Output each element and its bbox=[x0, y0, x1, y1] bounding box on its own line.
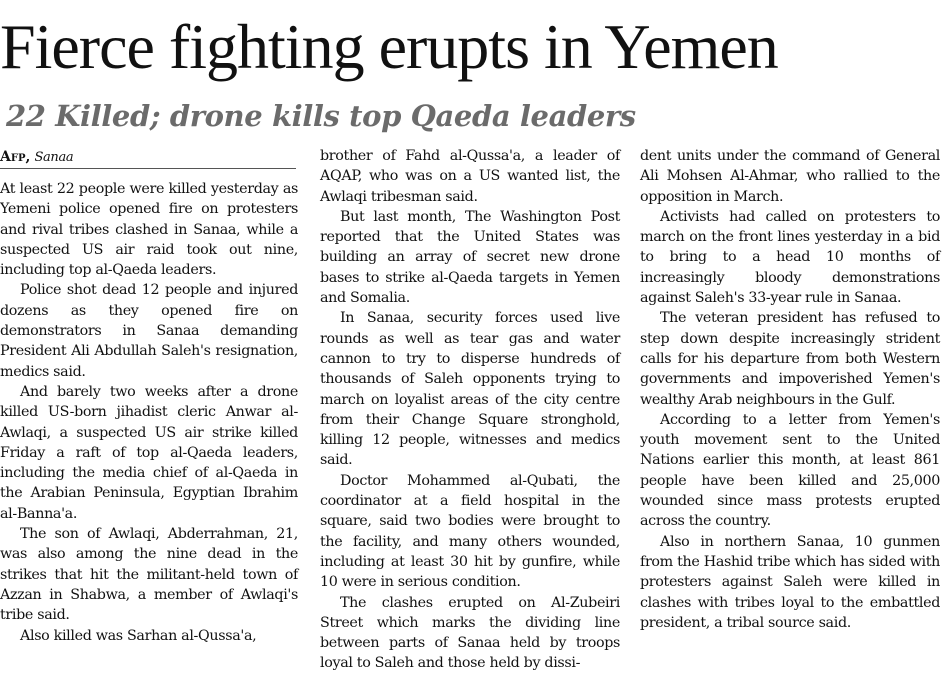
paragraph: dent units under the command of General Ali Mohsen Al-Ahmar, who rallied to the opposition in March. bbox=[640, 148, 940, 205]
byline-place: Sanaa bbox=[34, 150, 74, 165]
paragraph: Police shot dead 12 people and injured dozens as they opened fire on demonstrators in Sanaa demanding President Ali Abdullah Saleh's resignation, medics said. bbox=[0, 282, 298, 380]
article-column-1 bbox=[0, 146, 298, 654]
paragraph: The clashes erupted on Al-Zubeiri Street which marks the dividing line between parts of Sanaa held by troops loyal to Saleh and those held by dissi- bbox=[320, 594, 620, 672]
headline: Fierce fighting erupts in Yemen bbox=[0, 11, 778, 82]
paragraph: At least 22 people were killed yesterday as Yemeni police opened fire on protesters and rival tribes clashed in Sanaa, while a suspected US air raid took out nine, including top al-Qaeda leaders. bbox=[0, 181, 298, 279]
subheadline: 22 Killed; drone kills top Qaeda leaders bbox=[6, 99, 636, 133]
article-column-2 bbox=[320, 146, 620, 672]
paragraph: But last month, The Washington Post reported that the United States was building an array of secret new drone bases to strike al-Qaeda targets in Yemen and Somalia. bbox=[320, 208, 620, 307]
paragraph: Doctor Mohammed al-Qubati, the coordinator at a field hospital in the square, said two bodies were brought to the facility, and many others wounded, including at least 30 hit by gunfire, while 10 were in serious condition. bbox=[320, 472, 620, 591]
paragraph: In Sanaa, security forces used live rounds as well as tear gas and water cannon to try to disperse hundreds of thousands of Saleh opponents trying to march on loyalist areas of the city centre from their Change Square stronghold, killing 12 people, witnesses and medics said. bbox=[320, 310, 620, 469]
paragraph: brother of Fahd al-Qussa'a, a leader of AQAP, who was on a US wanted list, the Awlaqi tribesman said. bbox=[320, 148, 620, 205]
paragraph: The son of Awlaqi, Abderrahman, 21, was also among the nine dead in the strikes that hit the militant-held town of Azzan in Shabwa, a member of Awlaqi's tribe said. bbox=[0, 526, 298, 624]
paragraph: The veteran president has refused to step down despite increasingly strident calls for his departure from both Western governments and impoverished Yemen's wealthy Arab neighbours in the Gulf. bbox=[640, 310, 940, 408]
byline bbox=[0, 146, 296, 169]
paragraph: And barely two weeks after a drone killed US-born jihadist cleric Anwar al-Awlaqi, a suspected US air strike killed Friday a raft of top al-Qaeda leaders, including the media chief of al-Qaeda in the Arabian Peninsula, Egyptian Ibrahim al-Banna'a. bbox=[0, 383, 298, 522]
paragraph: According to a letter from Yemen's youth movement sent to the United Nations earlier this month, at least 861 people have been killed and 25,000 wounded since mass protests erupted across the country. bbox=[640, 411, 940, 530]
paragraph: Also killed was Sarhan al-Qussa'a, bbox=[20, 627, 257, 644]
byline-agency: Afp, bbox=[0, 149, 31, 165]
paragraph: Activists had called on protesters to march on the front lines yesterday in a bid to bring to a head 10 months of increasingly bloody demonstrations against Saleh's 33-year rule in Sanaa. bbox=[640, 208, 940, 307]
article-column-3 bbox=[640, 146, 940, 654]
paragraph: Also in northern Sanaa, 10 gunmen from the Hashid tribe which has sided with protesters against Saleh were killed in clashes with tribes loyal to the embattled president, a tribal source said. bbox=[640, 533, 940, 631]
